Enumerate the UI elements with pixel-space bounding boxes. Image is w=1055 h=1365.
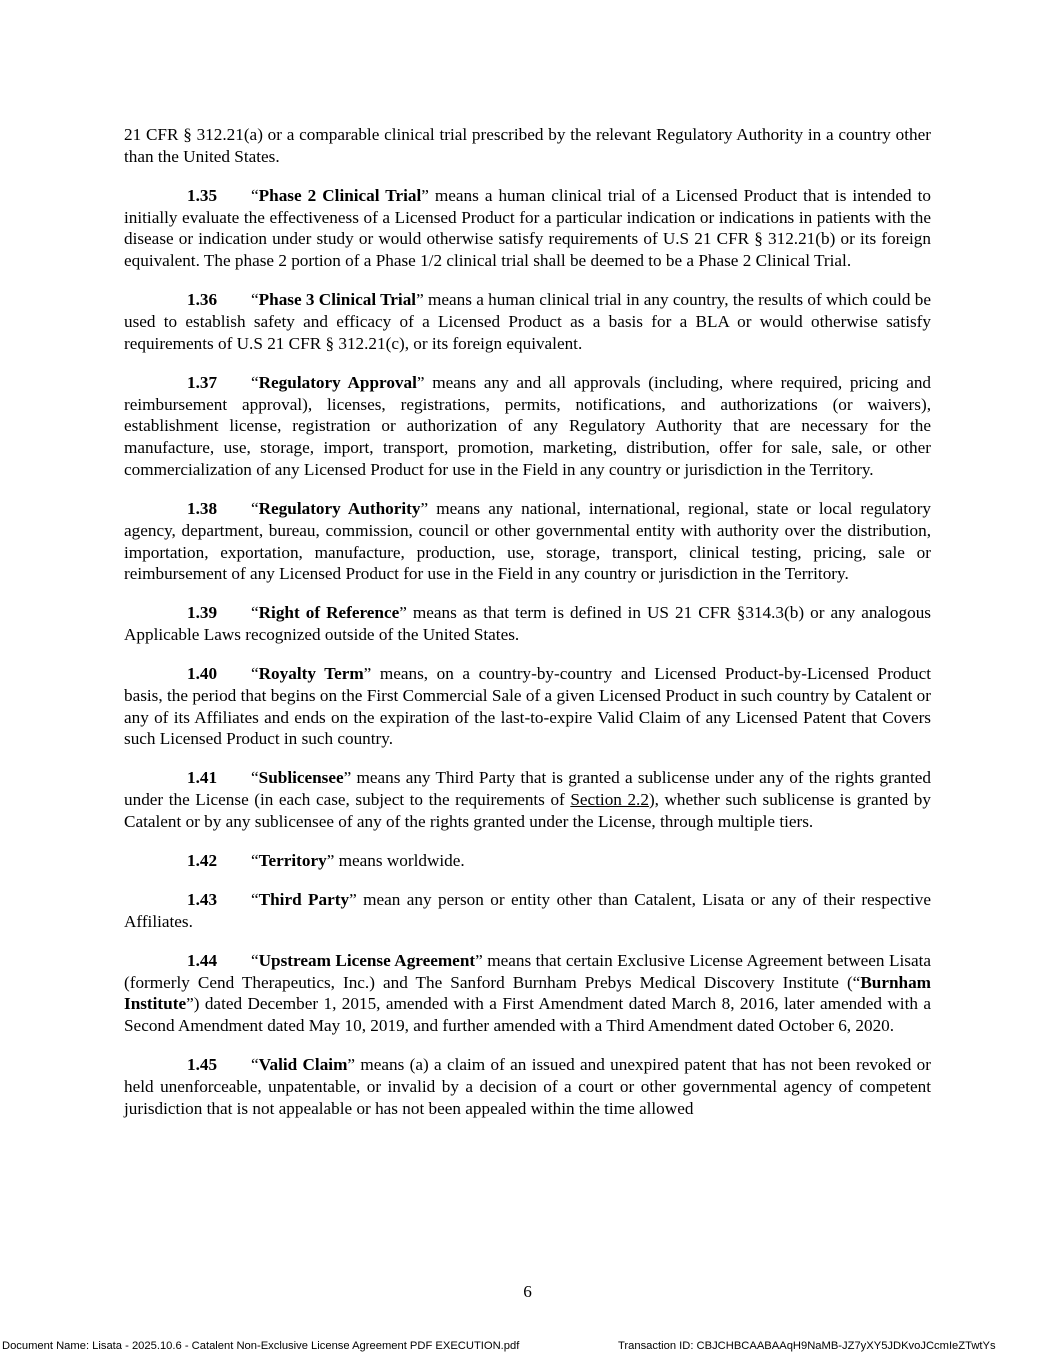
section-number: 1.42 (187, 851, 218, 871)
defined-term: Valid Claim (258, 1055, 348, 1075)
section-number: 1.38 (187, 498, 218, 518)
document-body (124, 124, 931, 1137)
definition-text: means, on a country-by-country and Licensed Product-by-Licensed Product basis, the period that begins on the First Commercial Sale of a given Licensed Product in such country by Catalent or any of its Affiliates and ends on the expiration of the last-to-expire Valid Claim of any Licensed Patent that Covers such Licensed Product in such country. (124, 664, 931, 749)
section-number: 1.36 (187, 290, 218, 310)
page-number: 6 (523, 1282, 532, 1301)
continuation-paragraph: 21 CFR § 312.21(a) or a comparable clinical trial prescribed by the relevant Regulatory Authority in a country other than the United States. (124, 125, 931, 166)
definition-text: ), whether such sublicense is granted by Catalent or by any sublicensee of any of the rights granted under the License, through multiple tiers. (124, 790, 931, 832)
definition-1-44: 1.44 “Upstream License Agreement” means that certain Exclusive License Agreement between Lisata (formerly Cend Therapeutics, Inc.) and The Sanford Burnham Prebys Medical Discovery Institute (“Burnham Institute”) dated December 1, 2015, amended with a First Amendment dated March 8, 2016, later amended with a Second Amendment dated May 10, 2019, and further amended with a Third Amendment dated October 6, 2020. (124, 950, 931, 1036)
defined-term: Right of Reference (258, 603, 400, 623)
definition-text: mean any person or entity other than Catalent, Lisata or any of their respective Affiliates. (124, 890, 931, 931)
definition-text: means that certain Exclusive License Agreement between Lisata (formerly Cend Therapeutics, Inc.) and The Sanford Burnham Prebys Medical Discovery Institute (“ (124, 950, 931, 992)
definition-1-43: 1.43 “Third Party” mean any person or entity other than Catalent, Lisata or any of their respective Affiliates. (124, 890, 931, 931)
definition-text: means any and all approvals (including, where required, pricing and reimbursement approval), licenses, registrations, permits, notifications, and authorizations (or waivers), establishment license, registration or authorization of any Regulatory Authority that are necessary for the manufacture, use, storage, import, transport, promotion, marketing, distribution, offer for sale, sale, or other commercialization of any Licensed Product for use in the Field in any country or jurisdiction in the Territory. (124, 372, 932, 479)
definition-1-40: 1.40 “Royalty Term” means, on a country-by-country and Licensed Product-by-Licensed Product basis, the period that begins on the First Commercial Sale of a given Licensed Product in such country by Catalent or any of its Affiliates and ends on the expiration of the last-to-expire Valid Claim of any Licensed Patent that Covers such Licensed Product in such country. (124, 664, 931, 749)
definition-text: means any Third Party that is granted a sublicense under any of the rights granted under the License (in each case, subject to the requirements of (124, 768, 931, 810)
section-2-2-reference: Section 2.2 (570, 790, 649, 810)
section-number: 1.44 (187, 950, 218, 970)
defined-term: Royalty Term (258, 664, 364, 684)
defined-term: Upstream License Agreement (258, 950, 476, 970)
section-number: 1.45 (187, 1055, 218, 1075)
definition-text: means a human clinical trial in any country, the results of which could be used to establish safety and efficacy of a Licensed Product as a basis for a BLA or would otherwise satisfy requirements of U.S 21 CFR § 312.21(c), or its foreign equivalent. (124, 290, 931, 353)
signature-footer (0, 1340, 1055, 1354)
defined-term: Third Party (258, 890, 350, 909)
definition-text: means a human clinical trial of a Licensed Product that is intended to initially evaluate the effectiveness of a Licensed Product for a particular indication or indications in patients with the disease or indication under study or would otherwise satisfy requirements of U.S 21 CFR § 312.21(b) or its foreign equivalent. The phase 2 portion of a Phase 1/2 clinical trial shall be deemed to be a Phase 2 Clinical Trial. (124, 185, 931, 271)
definition-1-41: 1.41 “Sublicensee” means any Third Party that is granted a sublicense under any of the rights granted under the License (in each case, subject to the requirements of Section 2.2), whether such sublicense is granted by Catalent or by any sublicensee of any of the rights granted under the License, through multiple tiers. (124, 768, 931, 832)
section-number: 1.35 (187, 185, 218, 205)
definition-text: means (a) a claim of an issued and unexpired patent that has not been revoked or held unenforceable, unpatentable, or invalid by a decision of a court or other governmental agency of competent jurisdiction that is not appealable or has not been appealed within the time allowed (124, 1055, 931, 1118)
defined-term: Regulatory Authority (258, 498, 421, 518)
document-name: Document Name: Lisata - 2025.10.6 - Catalent Non-Exclusive License Agreement PDF EXECUTION.pdf (2, 1340, 520, 1352)
section-number: 1.39 (187, 603, 218, 623)
definition-1-35: 1.35 “Phase 2 Clinical Trial” means a human clinical trial of a Licensed Product that is intended to initially evaluate the effectiveness of a Licensed Product for a particular indication or indications in patients with the disease or indication under study or would otherwise satisfy requirements of U.S 21 CFR § 312.21(b) or its foreign equivalent. The phase 2 portion of a Phase 1/2 clinical trial shall be deemed to be a Phase 2 Clinical Trial. (124, 185, 931, 271)
defined-term: Sublicensee (258, 768, 344, 788)
section-number: 1.41 (187, 768, 218, 788)
defined-term: Regulatory Approval (258, 372, 417, 392)
definition-1-37: 1.37 “Regulatory Approval” means any and all approvals (including, where required, pricing and reimbursement approval), licenses, registrations, permits, notifications, and authorizations (or waivers), establishment license, registration or authorization of any Regulatory Authority that are necessary for the manufacture, use, storage, import, transport, promotion, marketing, distribution, offer for sale, sale, or other commercialization of any Licensed Product for use in the Field in any country or jurisdiction in the Territory. (124, 372, 932, 479)
transaction-id: Transaction ID: CBJCHBCAABAAqH9NaMB-JZ7yXY5JDKvoJCcmIeZTwtYs (618, 1340, 996, 1352)
definition-1-39: 1.39 “Right of Reference” means as that term is defined in US 21 CFR §314.3(b) or any analogous Applicable Laws recognized outside of the United States. (124, 603, 931, 645)
definition-text: means worldwide. (334, 851, 465, 871)
section-number: 1.37 (187, 372, 218, 392)
definition-text: means any national, international, regional, state or local regulatory agency, department, bureau, commission, council or other governmental entity with authority over the distribution, importation, exportation, manufacture, production, use, storage, transport, clinical testing, pricing, sale or reimbursement of any Licensed Product for use in the Field in any country or jurisdiction in the Territory. (124, 498, 931, 584)
definition-text: ”) dated December 1, 2015, amended with a First Amendment dated March 8, 2016, later amended with a Second Amendment dated May 10, 2019, and further amended with a Third Amendment dated October 6, 2020. (124, 994, 931, 1036)
defined-term-burnham: Burnham Institute (124, 972, 931, 1014)
definition-text: means as that term is defined in US 21 CFR §314.3(b) or any analogous Applicable Laws recognized outside of the United States. (124, 603, 931, 645)
defined-term: Phase 2 Clinical Trial (258, 185, 422, 205)
section-number: 1.43 (187, 890, 218, 909)
definition-1-45: 1.45 “Valid Claim” means (a) a claim of an issued and unexpired patent that has not been revoked or held unenforceable, unpatentable, or invalid by a decision of a court or other governmental agency of competent jurisdiction that is not appealable or has not been appealed within the time allowed (124, 1055, 931, 1118)
definition-1-38: 1.38 “Regulatory Authority” means any national, international, regional, state or local regulatory agency, department, bureau, commission, council or other governmental entity with authority over the distribution, importation, exportation, manufacture, production, use, storage, transport, clinical testing, pricing, sale or reimbursement of any Licensed Product for use in the Field in any country or jurisdiction in the Territory. (124, 498, 931, 584)
defined-term: Territory (258, 851, 327, 871)
section-number: 1.40 (187, 664, 218, 684)
defined-term: Phase 3 Clinical Trial (258, 290, 417, 310)
definition-1-36: 1.36 “Phase 3 Clinical Trial” means a human clinical trial in any country, the results of which could be used to establish safety and efficacy of a Licensed Product as a basis for a BLA or would otherwise satisfy requirements of U.S 21 CFR § 312.21(c), or its foreign equivalent. (124, 290, 931, 353)
definition-1-42: 1.42 “Territory” means worldwide. (187, 851, 465, 871)
